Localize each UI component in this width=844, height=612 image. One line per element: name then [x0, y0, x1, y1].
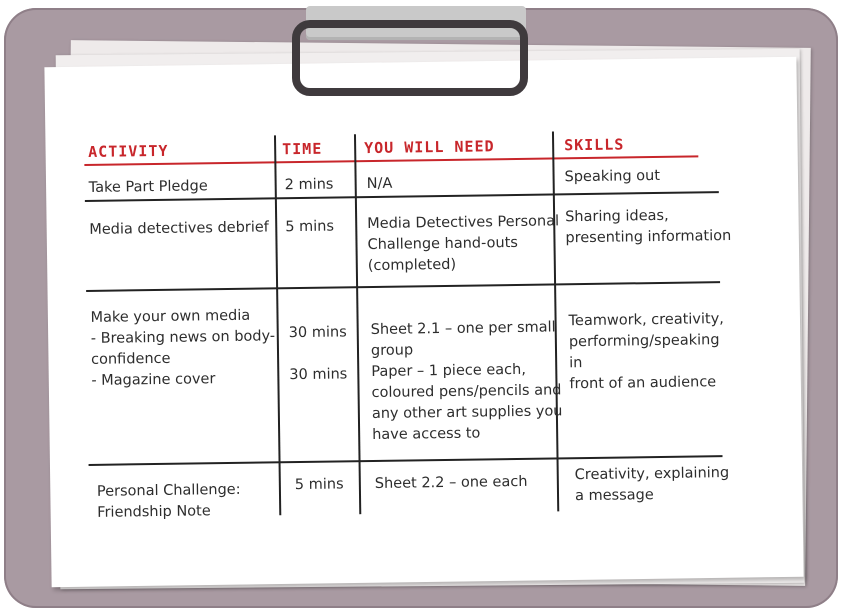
activity-table	[84, 129, 739, 528]
clip-loop	[292, 20, 528, 96]
table-cell-activity: Media detectives debrief	[89, 219, 269, 238]
header-time: TIME	[282, 139, 323, 159]
table-cell-skills: Sharing ideas, presenting information	[565, 207, 732, 247]
table-cell-skills: Creativity, explaining a message	[574, 465, 730, 505]
table-cell-need: Sheet 2.2 – one each	[374, 473, 528, 492]
table-cell-time: 30 mins 30 mins	[288, 324, 348, 384]
header-you-will-need: YOU WILL NEED	[364, 137, 495, 158]
table-cell-time: 2 mins	[284, 176, 334, 194]
row-divider-2	[86, 281, 720, 292]
header-activity: ACTIVITY	[88, 141, 169, 161]
table-cell-time: 5 mins	[294, 476, 344, 494]
table-cell-activity: Make your own media - Breaking news on body- confidence - Magazine cover	[90, 307, 276, 389]
table-cell-skills: Teamwork, creativity, performing/speaking in front of an audience	[568, 311, 724, 393]
table-cell-activity: Take Part Pledge	[88, 178, 208, 196]
header-skills: SKILLS	[564, 135, 625, 155]
column-divider-2	[354, 134, 361, 514]
table-cell-need: Sheet 2.1 – one per small group Paper – 1 piece each, coloured pens/pencils and any other art supplies you have access to	[370, 319, 563, 444]
table-cell-skills: Speaking out	[564, 167, 661, 186]
table-cell-activity: Personal Challenge: Friendship Note	[96, 481, 241, 521]
table-cell-need: Media Detectives Personal Challenge hand-outs (completed)	[367, 213, 560, 275]
table-cell-time: 5 mins	[285, 218, 335, 236]
table-cell-need: N/A	[366, 175, 393, 193]
column-divider-1	[274, 135, 281, 515]
clipboard-clip	[290, 6, 542, 98]
